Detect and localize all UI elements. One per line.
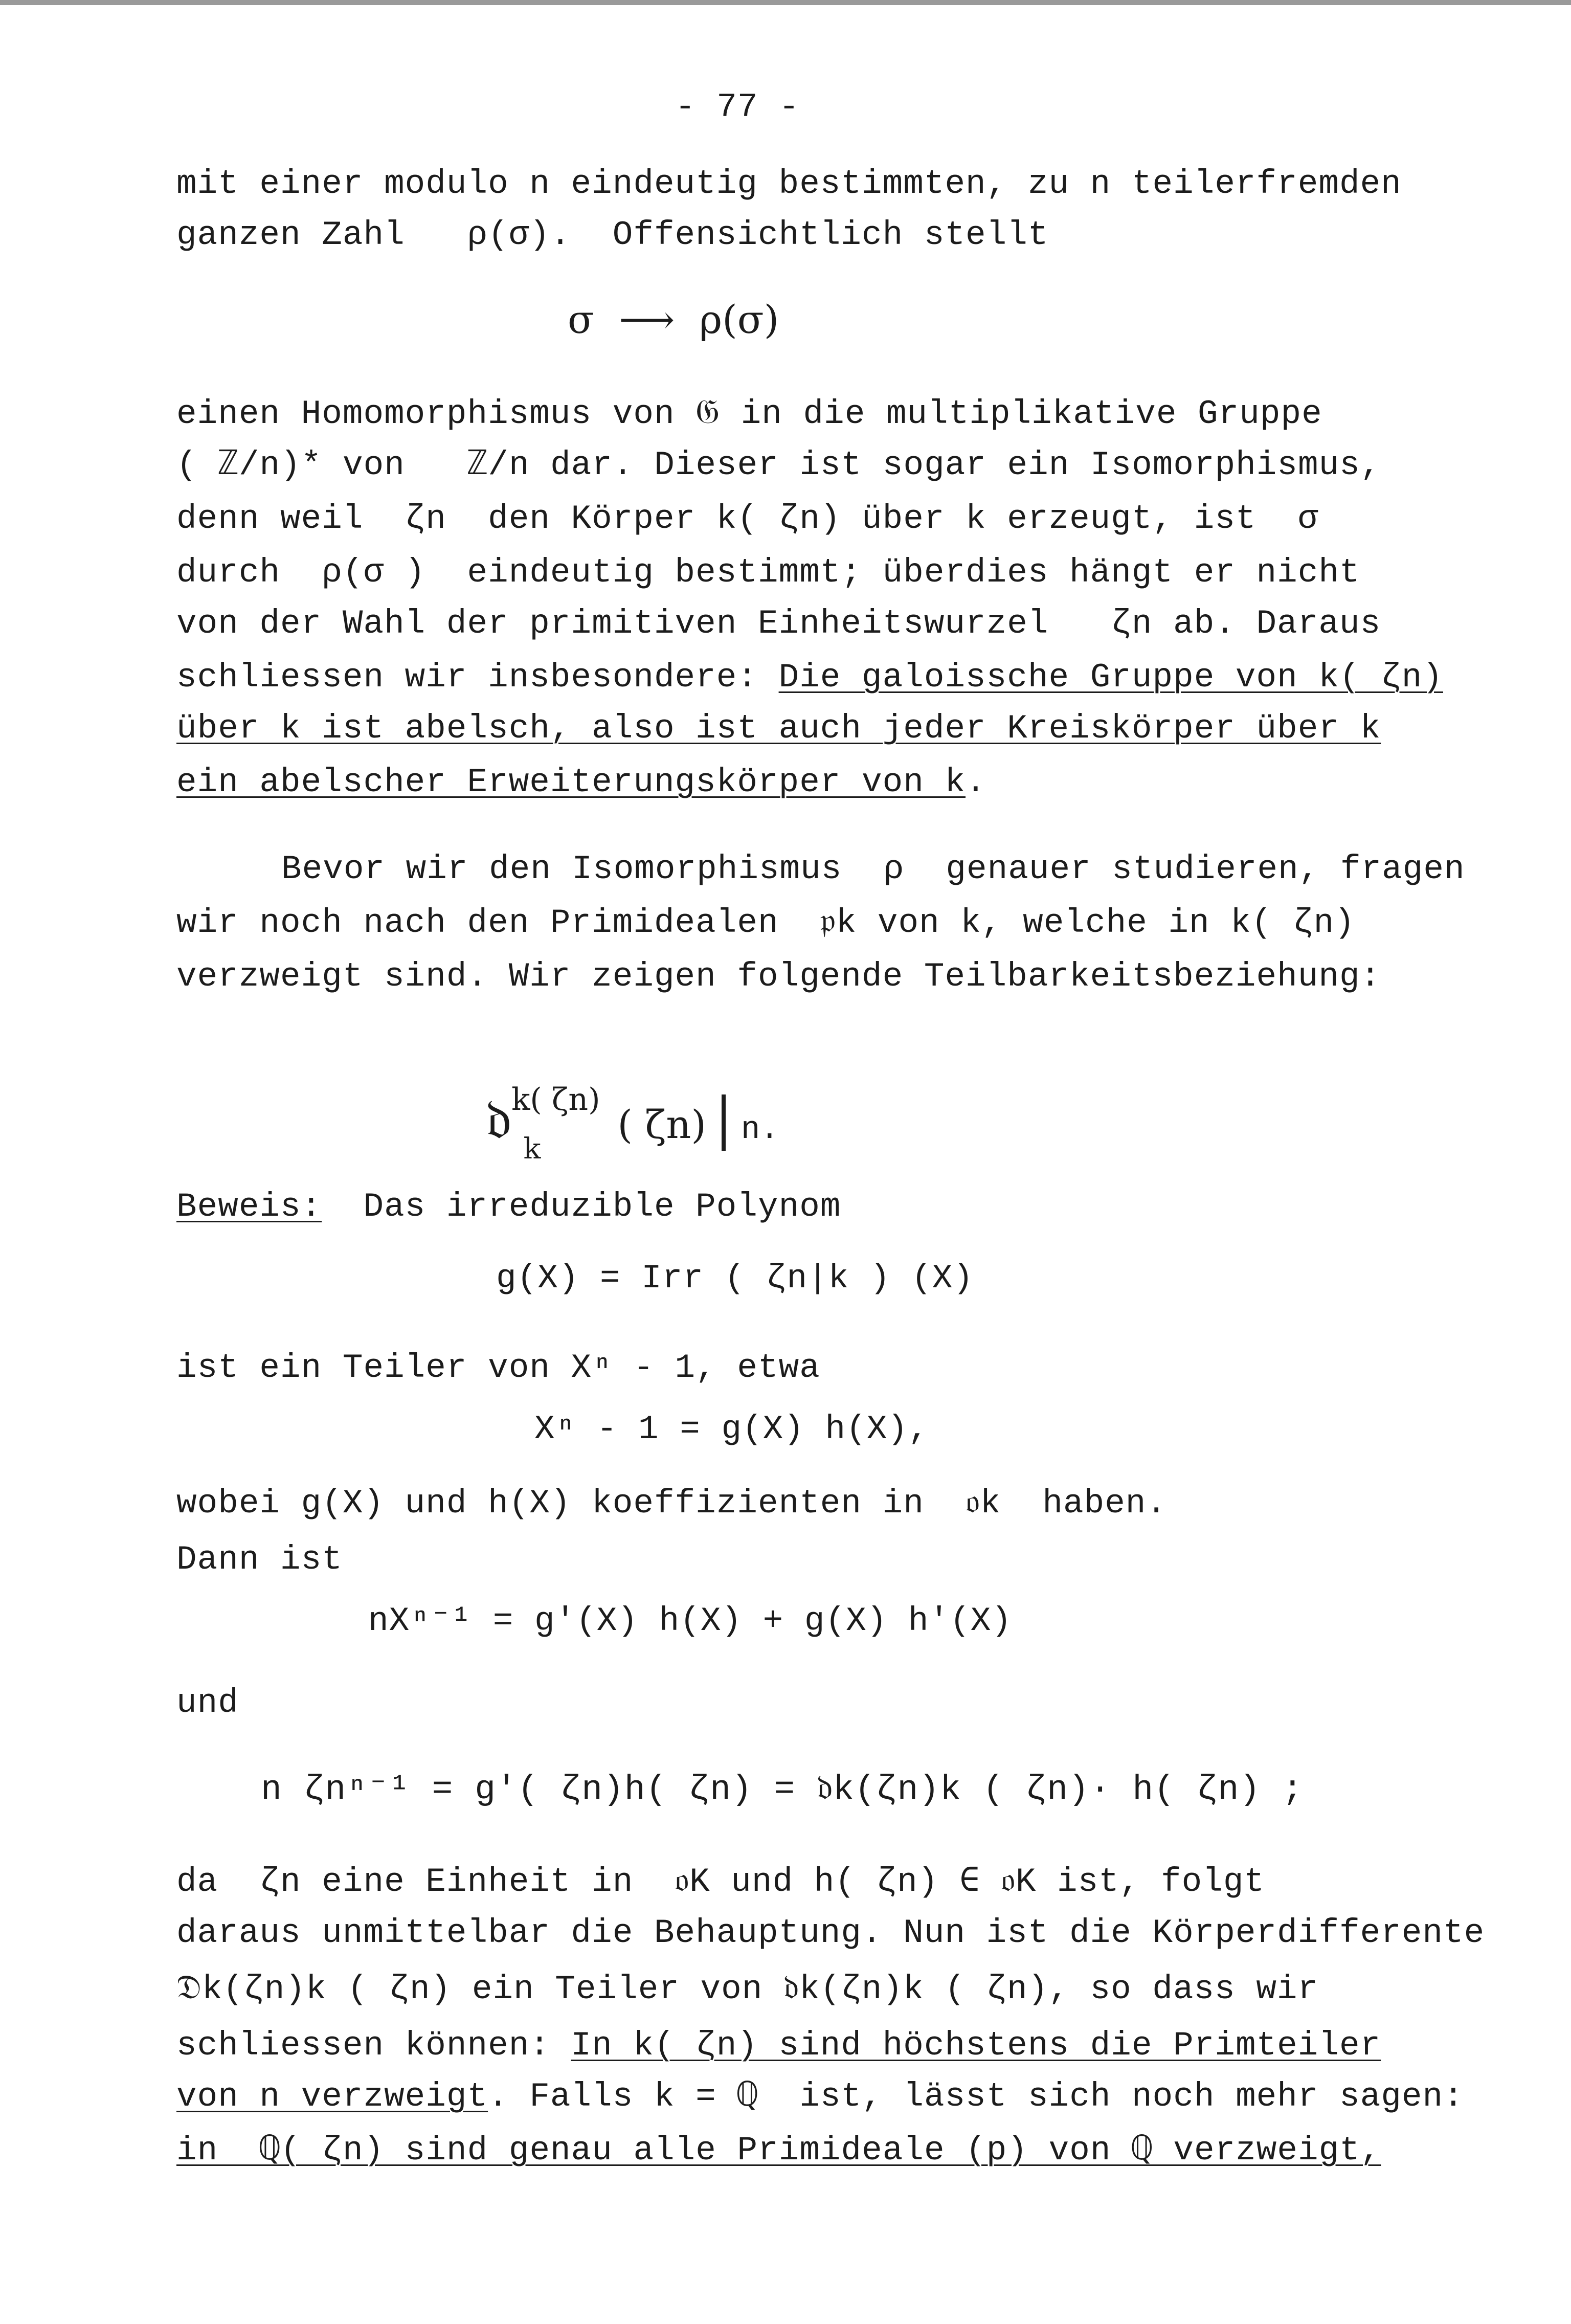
proof-label: Beweis: bbox=[176, 1188, 322, 1226]
underlined-theorem: von n verzweigt bbox=[176, 2077, 488, 2116]
underlined-theorem: ein abelscher Erweiterungskörper von k bbox=[176, 763, 966, 801]
text-line: da ζn eine Einheit in 𝔬K und h( ζn) ∈ 𝔬K ist, folgt bbox=[176, 1863, 1265, 1901]
text-line: denn weil ζn den Körper k( ζn) über k erzeugt, ist σ bbox=[176, 500, 1319, 538]
formula-derivative: nXⁿ⁻¹ = g'(X) h(X) + g(X) h'(X) bbox=[368, 1602, 1012, 1640]
scan-top-border bbox=[0, 0, 1571, 5]
text-line: wir noch nach den Primidealen 𝔭k von k, welche in k( ζn) bbox=[176, 904, 1355, 942]
text-line: Bevor wir den Isomorphismus ρ genauer studieren, fragen bbox=[281, 850, 1465, 888]
underlined-theorem: In k( ζn) sind höchstens die Primteiler bbox=[571, 2026, 1381, 2065]
formula-sigma-map: σ ⟶ ρ(σ) bbox=[568, 297, 779, 342]
formula-rhs: n. bbox=[741, 1111, 779, 1148]
formula-irr: g(X) = Irr ( ζn|k ) (X) bbox=[496, 1259, 974, 1298]
page-number: - 77 - bbox=[675, 88, 800, 126]
text-line: mit einer modulo n eindeutig bestimmten, zu n teilerfremden bbox=[176, 165, 1402, 203]
text-segment: Das irreduzible Polynom bbox=[322, 1188, 841, 1226]
text-line bbox=[176, 2025, 1381, 2066]
underlined-theorem: über k ist abelsch, also ist auch jeder Kreiskörper über k bbox=[176, 709, 1381, 748]
text-line: wobei g(X) und h(X) koeffizienten in 𝔬k haben. bbox=[176, 1484, 1168, 1523]
text-line: ist ein Teiler von Xⁿ - 1, etwa bbox=[176, 1349, 820, 1387]
text-line: ganzen Zahl ρ(σ). Offensichtlich stellt bbox=[176, 216, 1049, 254]
different-symbol: 𝔡 bbox=[486, 1086, 512, 1151]
formula-final: n ζnⁿ⁻¹ = g'( ζn)h( ζn) = 𝔡k(ζn)k ( ζn)· h( ζn) ; bbox=[261, 1770, 1304, 1809]
underlined-theorem: Die galoissche Gruppe von k( ζn) bbox=[778, 658, 1443, 697]
text-line: Dann ist bbox=[176, 1540, 343, 1579]
text-line bbox=[176, 2076, 1464, 2117]
text-line: und bbox=[176, 1684, 239, 1722]
formula-argument: ( ζn) bbox=[617, 1102, 707, 1147]
underlined-theorem: in ℚ( ζn) sind genau alle Primideale (p) von ℚ verzweigt, bbox=[176, 2131, 1381, 2170]
text-line bbox=[176, 762, 986, 803]
formula-divisibility bbox=[486, 1069, 779, 1180]
formula-subscript: k bbox=[523, 1132, 541, 1166]
text-line: verzweigt sind. Wir zeigen folgende Teilbarkeitsbeziehung: bbox=[176, 957, 1381, 996]
formula-superscript: k( ζn) bbox=[511, 1082, 600, 1118]
text-segment: . bbox=[966, 763, 986, 801]
text-line: 𝔇k(ζn)k ( ζn) ein Teiler von 𝔡k(ζn)k ( ζn), so dass wir bbox=[176, 1970, 1319, 2008]
text-segment: schliessen wir insbesondere: bbox=[176, 658, 779, 697]
text-segment: schliessen können: bbox=[176, 2026, 571, 2065]
text-line bbox=[176, 657, 1443, 698]
divides-bar bbox=[722, 1094, 726, 1151]
proof-line bbox=[176, 1187, 841, 1227]
text-line: durch ρ(σ ) eindeutig bestimmt; überdies hängt er nicht bbox=[176, 553, 1360, 592]
formula-factorization: Xⁿ - 1 = g(X) h(X), bbox=[534, 1410, 929, 1448]
text-line: daraus unmittelbar die Behauptung. Nun ist die Körperdifferente bbox=[176, 1914, 1485, 1952]
text-line: von der Wahl der primitiven Einheitswurzel ζn ab. Daraus bbox=[176, 605, 1381, 643]
text-line: einen Homomorphismus von 𝔊 in die multiplikative Gruppe bbox=[176, 395, 1322, 433]
text-line: ( ℤ/n)* von ℤ/n dar. Dieser ist sogar ein Isomorphismus, bbox=[176, 446, 1381, 484]
text-segment: . Falls k = ℚ ist, lässt sich noch mehr sagen: bbox=[488, 2077, 1464, 2116]
